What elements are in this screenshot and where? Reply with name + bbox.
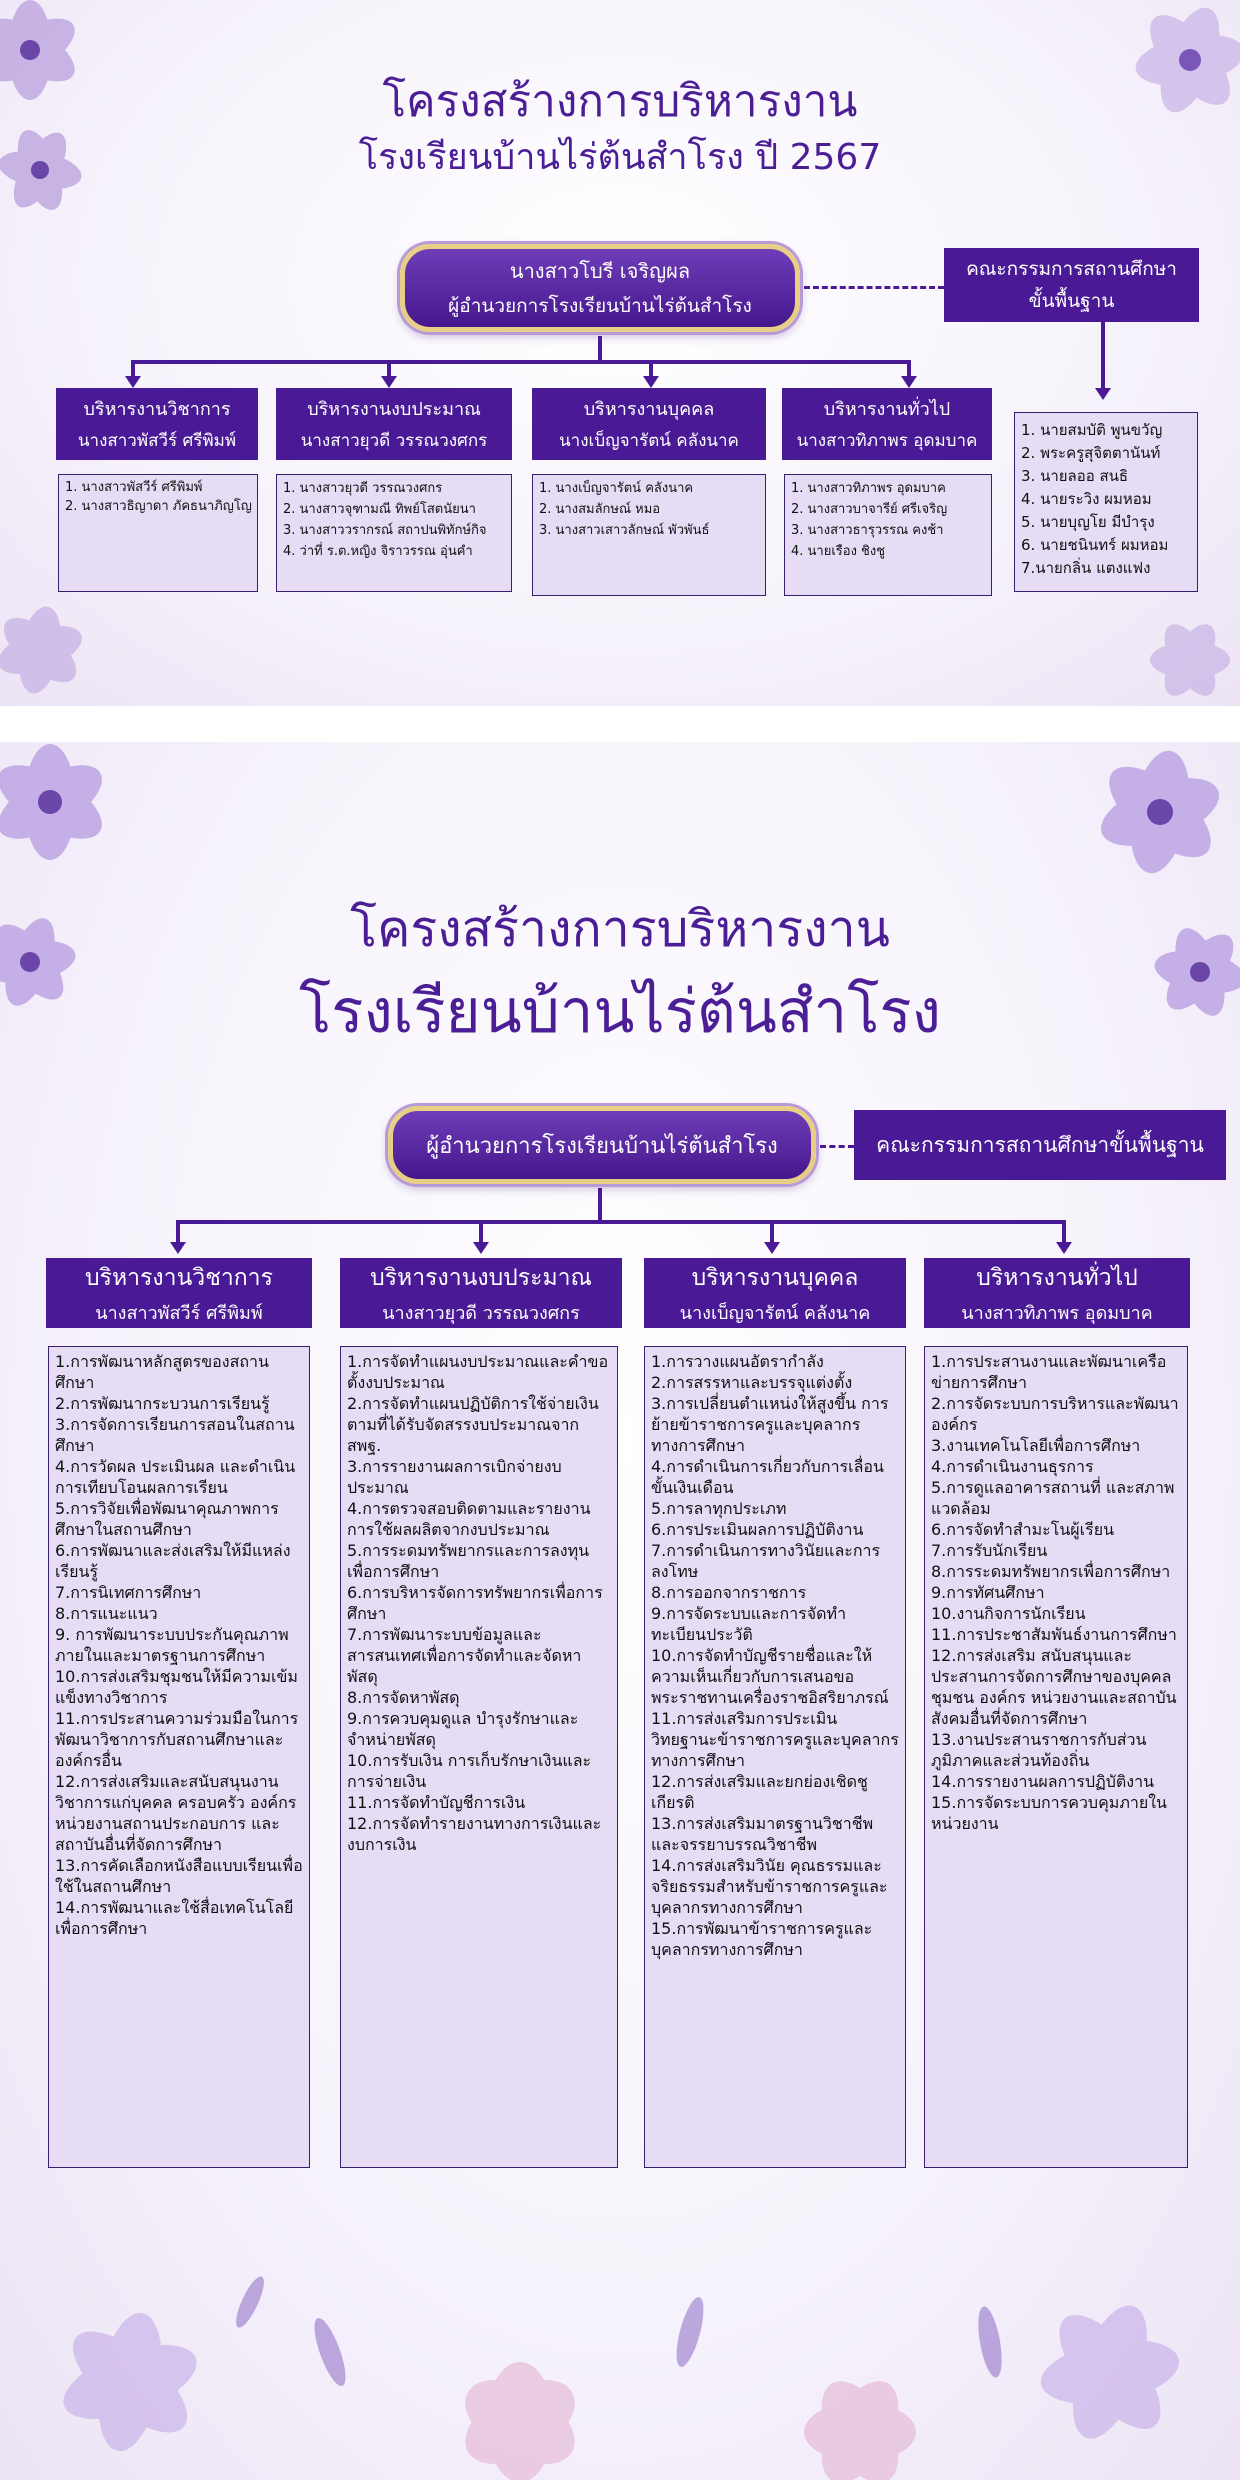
board-member-item: 5. นายบุญโย มีบำรุง — [1021, 513, 1155, 531]
task-item: 12.การส่งเสริม สนับสนุนและประสานการจัดการศึกษาของบุคคล ชุมชน องค์กร หน่วยงานและสถาบันสังคมอื่นที่จัดการศึกษา — [931, 1646, 1177, 1728]
member-item: 2. นางสาวจุฑามณี ทิพย์โสตนัยนา — [283, 502, 476, 517]
board-connector-line — [1101, 322, 1105, 388]
dept-name: บริหารงานบุคคล — [691, 1264, 859, 1291]
member-item: 1. นางเบ็ญจารัตน์ คลังนาค — [539, 481, 694, 496]
member-item: 1. นางสาวยุวดี วรรณวงศกร — [283, 481, 443, 496]
task-item: 6.การบริหารจัดการทรัพยากรเพื่อการศึกษา — [347, 1583, 603, 1623]
board-member-item: 2. พระครูสุจิตตานันท์ — [1021, 444, 1161, 462]
dept-arrow-2 — [473, 1242, 489, 1254]
task-item: 2.การพัฒนากระบวนการเรียนรู้ — [55, 1394, 270, 1413]
dept-arrow-3 — [643, 376, 659, 388]
dept-name: บริหารงานวิชาการ — [85, 1264, 273, 1291]
dept-arrow-4 — [901, 376, 917, 388]
task-item: 3.การเปลี่ยนตำแหน่งให้สูงขึ้น การย้ายข้าราชการครูและบุคลากรทางการศึกษา — [651, 1394, 889, 1455]
task-item: 2.การจัดระบบการบริหารและพัฒนาองค์กร — [931, 1394, 1179, 1434]
members-box-academic — [58, 474, 258, 592]
task-item: 4.การตรวจสอบติดตามและรายงานการใช้ผลผลิตจากงบประมาณ — [347, 1499, 591, 1539]
member-item: 4. ว่าที่ ร.ต.หญิง จิราวรรณ อุ่นคำ — [283, 544, 473, 559]
task-item: 14.การส่งเสริมวินัย คุณธรรมและจริยธรรมสำหรับข้าราชการครูและบุคลากรทางการศึกษา — [651, 1856, 888, 1917]
task-item: 8.การแนะแนว — [55, 1604, 158, 1623]
director-connector-line — [598, 1188, 602, 1222]
page-title-line1: โครงสร้างการบริหารงาน — [350, 900, 890, 958]
tasks-box-personnel — [644, 1346, 906, 2168]
dept-connector-3 — [770, 1220, 774, 1244]
dept-head-name: นางสาวยุวดี วรรณวงศกร — [382, 1302, 580, 1324]
director-name: นางสาวโบรี เจริญผล — [509, 259, 691, 283]
task-item: 10.การจัดทำบัญชีรายชื่อและให้ความเห็นเกี่ยวกับการเสนอขอพระราชทานเครื่องราชอิสริยาภรณ์ — [651, 1646, 889, 1707]
member-item: 1. นางสาวทิภาพร อุดมบาค — [791, 481, 946, 496]
board-members-box — [1014, 412, 1198, 592]
page-title-line2: โรงเรียนบ้านไร่ต้นสำโรง ปี 2567 — [358, 137, 882, 178]
task-item: 12.การส่งเสริมและสนับสนุนงานวิชาการแก่บุคคล ครอบครัว องค์กร หน่วยงานสถานประกอบการ และสถาบันอื่นที่จัดการศึกษา — [55, 1772, 297, 1854]
task-item: 4.การดำเนินการเกี่ยวกับการเลื่อนขั้นเงินเดือน — [651, 1457, 884, 1497]
task-item: 15.การจัดระบบการควบคุมภายในหน่วยงาน — [931, 1793, 1167, 1833]
tasks-box-budget — [340, 1346, 618, 2168]
task-item: 13.งานประสานราชการกับส่วนภูมิภาคและส่วนท้องถิ่น — [931, 1730, 1147, 1770]
task-item: 11.การส่งเสริมการประเมินวิทยฐานะข้าราชการครูและบุคลากรทางการศึกษา — [651, 1709, 899, 1770]
board-member-item: 3. นายลออ สนธิ — [1021, 467, 1129, 485]
school-board-box — [944, 248, 1199, 322]
flower-decoration-bottom-right — [1110, 590, 1240, 706]
task-item: 4.การดำเนินงานธุรการ — [931, 1457, 1094, 1476]
task-item: 7.การรับนักเรียน — [931, 1541, 1048, 1560]
board-member-item: 4. นายระวิง ผมหอม — [1021, 490, 1152, 508]
dept-name: บริหารงานวิชาการ — [83, 399, 231, 420]
task-item: 13.การคัดเลือกหนังสือแบบเรียนเพื่อใช้ในสถานศึกษา — [55, 1856, 303, 1896]
task-item: 11.การประชาสัมพันธ์งานการศึกษา — [931, 1625, 1177, 1644]
dept-arrow-2 — [381, 376, 397, 388]
task-item: 3.การรายงานผลการเบิกจ่ายงบประมาณ — [347, 1457, 562, 1497]
task-item: 2.การสรรหาและบรรจุแต่งตั้ง — [651, 1373, 853, 1392]
director-plaque — [400, 244, 800, 332]
members-box-personnel — [532, 474, 766, 596]
director-plaque — [388, 1106, 816, 1184]
task-item: 10.การส่งเสริมชุมชนให้มีความเข้มแข็งทางวิชาการ — [55, 1667, 298, 1707]
dept-header-academic — [56, 388, 258, 460]
member-item: 4. นายเรือง ชิงชู — [791, 544, 886, 559]
task-item: 5.การวิจัยเพื่อพัฒนาคุณภาพการศึกษาในสถานศึกษา — [55, 1499, 279, 1539]
director-connector-line — [598, 336, 602, 362]
task-item: 11.การประสานความร่วมมือในการพัฒนาวิชาการกับสถานศึกษาและองค์กรอื่น — [55, 1709, 299, 1770]
members-box-budget — [276, 474, 512, 592]
task-item: 3.การจัดการเรียนการสอนในสถานศึกษา — [55, 1415, 295, 1455]
board-dashed-connector — [804, 286, 944, 289]
task-item: 7.การนิเทศการศึกษา — [55, 1583, 202, 1602]
dept-name: บริหารงานงบประมาณ — [307, 399, 481, 420]
board-label-line1: คณะกรรมการสถานศึกษา — [966, 258, 1177, 280]
task-item: 9.การควบคุมดูแล บำรุงรักษาและจำหน่ายพัสดุ — [347, 1709, 579, 1749]
page-title-line1: โครงสร้างการบริหารงาน — [382, 76, 858, 127]
task-item: 6.การพัฒนาและส่งเสริมให้มีแหล่งเรียนรู้ — [55, 1541, 291, 1581]
task-item: 1.การประสานงานและพัฒนาเครือข่ายการศึกษา — [931, 1352, 1167, 1392]
task-item: 5.การลาทุกประเภท — [651, 1499, 787, 1518]
slide-2567-structure — [0, 0, 1240, 706]
slide-general-structure — [0, 742, 1240, 2480]
task-item: 9. การพัฒนาระบบประกันคุณภาพภายในและมาตรฐานการศึกษา — [55, 1625, 289, 1665]
task-item: 15.การพัฒนาข้าราชการครูและบุคลากรทางการศึกษา — [651, 1919, 873, 1959]
dept-name: บริหารงานงบประมาณ — [370, 1264, 592, 1291]
dept-head-name: นางสาวพัสวีร์ ศรีพิมพ์ — [95, 1302, 263, 1324]
dept-connector-1 — [176, 1220, 180, 1244]
dept-head-name: นางสาวทิภาพร อุดมบาค — [961, 1302, 1153, 1324]
task-item: 5.การดูแลอาคารสถานที่ และสภาพแวดล้อม — [931, 1478, 1175, 1518]
task-item: 14.การรายงานผลการปฏิบัติงาน — [931, 1772, 1155, 1791]
task-item: 11.การจัดทำบัญชีการเงิน — [347, 1793, 526, 1812]
dept-arrow-1 — [170, 1242, 186, 1254]
dept-header-budget — [276, 388, 512, 460]
task-item: 7.การดำเนินการทางวินัยและการลงโทษ — [651, 1541, 881, 1581]
member-item: 1. นางสาวพัสวีร์ ศรีพิมพ์ — [65, 480, 203, 495]
dept-header-academic — [46, 1258, 312, 1328]
member-item: 3. นางสาวธารุวรรณ คงช้า — [791, 523, 944, 538]
board-label: คณะกรรมการสถานศึกษาขั้นพื้นฐาน — [876, 1132, 1204, 1157]
dept-name: บริหารงานทั่วไป — [823, 399, 951, 420]
director-title: ผู้อำนวยการโรงเรียนบ้านไร่ต้นสำโรง — [448, 295, 752, 317]
dept-arrow-4 — [1056, 1242, 1072, 1254]
task-item: 1.การวางแผนอัตรากำลัง — [651, 1352, 824, 1371]
member-item: 2. นางสาวบาจารีย์ ศรีเจริญ — [791, 502, 948, 517]
task-item: 12.การส่งเสริมและยกย่องเชิดชูเกียรติ — [651, 1772, 868, 1812]
flower-decoration-bottom — [0, 2182, 1240, 2480]
task-item: 6.การประเมินผลการปฏิบัติงาน — [651, 1520, 864, 1539]
member-item: 3. นางสาววรากรณ์ สถาปนพิทักษ์กิจ — [283, 523, 487, 538]
task-item: 8.การระดมทรัพยากรเพื่อการศึกษา — [931, 1562, 1171, 1581]
dept-header-general — [924, 1258, 1190, 1328]
task-item: 10.งานกิจการนักเรียน — [931, 1604, 1086, 1623]
department-bus-line — [176, 1220, 1066, 1224]
dept-header-general — [782, 388, 992, 460]
task-item: 2.การจัดทำแผนปฏิบัติการใช้จ่ายเงิน ตามที่ได้รับจัดสรรงบประมาณจาก สพฐ. — [347, 1394, 599, 1455]
dept-header-personnel — [532, 388, 766, 460]
board-member-item: 1. นายสมบัติ พูนขวัญ — [1021, 421, 1163, 439]
dept-arrow-1 — [125, 376, 141, 388]
school-board-box — [854, 1110, 1226, 1180]
task-item: 5.การระดมทรัพยากรและการลงทุนเพื่อการศึกษา — [347, 1541, 590, 1581]
task-item: 8.การจัดหาพัสดุ — [347, 1688, 460, 1707]
task-item: 9.การทัศนศึกษา — [931, 1583, 1045, 1602]
dept-head-name: นางสาวทิภาพร อุดมบาค — [796, 431, 978, 451]
members-box-general — [784, 474, 992, 596]
dept-header-budget — [340, 1258, 622, 1328]
dept-head-name: นางเบ็ญจารัตน์ คลังนาค — [679, 1302, 871, 1324]
dept-name: บริหารงานบุคคล — [583, 399, 715, 420]
task-item: 8.การออกจากราชการ — [651, 1583, 807, 1602]
task-item: 3.งานเทคโนโลยีเพื่อการศึกษา — [931, 1436, 1141, 1455]
task-item: 4.การวัดผล ประเมินผล และดำเนินการเทียบโอนผลการเรียน — [55, 1457, 296, 1497]
task-item: 6.การจัดทำสำมะโนผู้เรียน — [931, 1520, 1114, 1539]
tasks-box-general — [924, 1346, 1188, 2168]
dept-head-name: นางเบ็ญจารัตน์ คลังนาค — [559, 431, 739, 451]
page-title-line2: โรงเรียนบ้านไร่ต้นสำโรง — [299, 977, 941, 1047]
dept-connector-2 — [479, 1220, 483, 1244]
member-item: 2. นางสาวธิญาดา ภัคธนาภิญโญ — [65, 499, 252, 514]
department-bus-line — [131, 360, 911, 364]
task-item: 1.การพัฒนาหลักสูตรของสถานศึกษา — [55, 1352, 269, 1392]
tasks-box-academic — [48, 1346, 310, 2168]
board-label-line2: ขั้นพื้นฐาน — [1028, 290, 1115, 312]
task-item: 13.การส่งเสริมมาตรฐานวิชาชีพและจรรยาบรรณวิชาชีพ — [651, 1814, 874, 1854]
task-item: 9.การจัดระบบและการจัดทำทะเบียนประวัติ — [651, 1604, 847, 1644]
dept-connector-4 — [1062, 1220, 1066, 1244]
task-item: 14.การพัฒนาและใช้สื่อเทคโนโลยีเพื่อการศึกษา — [55, 1898, 294, 1938]
dept-head-name: นางสาวยุวดี วรรณวงศกร — [300, 431, 488, 451]
board-dashed-connector — [820, 1145, 854, 1148]
dept-header-personnel — [644, 1258, 906, 1328]
member-item: 3. นางสาวเสาวลักษณ์ พัวพันธ์ — [539, 523, 710, 538]
task-item: 12.การจัดทำรายงานทางการเงินและงบการเงิน — [347, 1814, 602, 1854]
board-arrow — [1095, 388, 1111, 400]
director-title: ผู้อำนวยการโรงเรียนบ้านไร่ต้นสำโรง — [426, 1133, 778, 1159]
dept-arrow-3 — [764, 1242, 780, 1254]
task-item: 1.การจัดทำแผนงบประมาณและคำขอตั้งงบประมาณ — [347, 1352, 609, 1392]
member-item: 2. นางสมลักษณ์ หมอ — [539, 502, 661, 517]
dept-head-name: นางสาวพัสวีร์ ศรีพิมพ์ — [77, 431, 237, 451]
board-member-item: 7.นายกลิ่น แตงแฟง — [1021, 559, 1151, 577]
task-item: 10.การรับเงิน การเก็บรักษาเงินและการจ่ายเงิน — [347, 1751, 592, 1791]
board-member-item: 6. นายชนินทร์ ผมหอม — [1021, 536, 1169, 554]
dept-name: บริหารงานทั่วไป — [976, 1264, 1138, 1291]
task-item: 7.การพัฒนาระบบข้อมูลและสารสนเทศเพื่อการจัดทำและจัดหาพัสดุ — [347, 1625, 582, 1686]
